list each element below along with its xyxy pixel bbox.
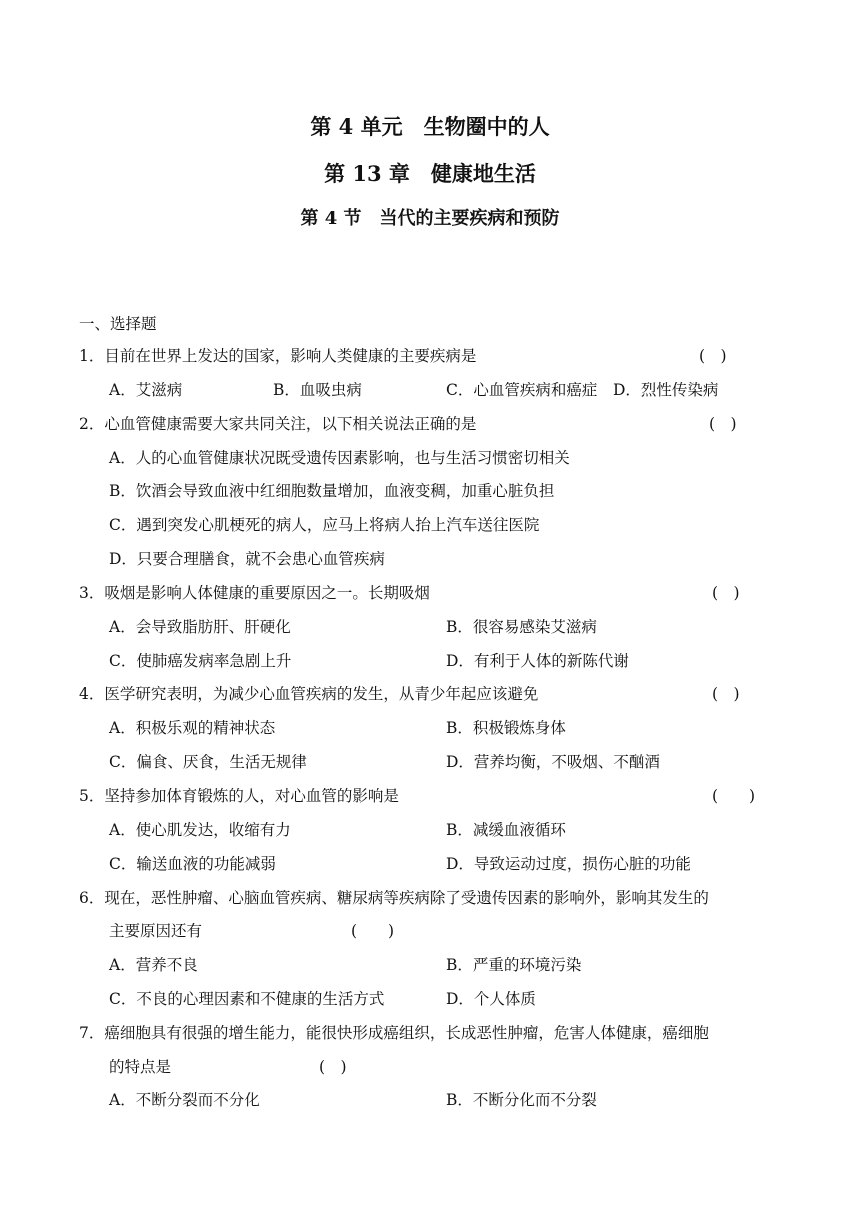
question-7-option-a: A．不断分裂而不分化 bbox=[109, 1091, 260, 1109]
question-5-option-d: D．导致运动过度，损伤心脏的功能 bbox=[446, 855, 691, 873]
question-3-option-a: A．会导致脂肪肝、肝硬化 bbox=[109, 618, 291, 636]
question-4-option-d: D．营养均衡，不吸烟、不酗酒 bbox=[446, 753, 660, 771]
question-3-option-d: D．有利于人体的新陈代谢 bbox=[446, 652, 629, 670]
question-3-answer-blank: ( ) bbox=[712, 584, 740, 602]
question-7-answer-blank: ( ) bbox=[319, 1058, 347, 1076]
question-1-option-d: D．烈性传染病 bbox=[613, 381, 719, 399]
question-5-option-a: A．使心肌发达，收缩有力 bbox=[109, 821, 291, 839]
question-2-option-c: C．遇到突发心肌梗死的病人，应马上将病人抬上汽车送往医院 bbox=[109, 516, 540, 534]
question-1-option-b: B．血吸虫病 bbox=[273, 381, 362, 399]
question-2-option-b: B．饮酒会导致血液中红细胞数量增加，血液变稠，加重心脏负担 bbox=[109, 482, 555, 500]
question-2-stem: 2．心血管健康需要大家共同关注，以下相关说法正确的是 bbox=[79, 415, 477, 433]
question-2-option-d: D．只要合理膳食，就不会患心血管疾病 bbox=[109, 550, 385, 568]
question-2-option-a: A．人的心血管健康状况既受遗传因素影响，也与生活习惯密切相关 bbox=[109, 449, 570, 467]
question-6-option-a: A．营养不良 bbox=[109, 956, 198, 974]
question-6-option-b: B．严重的环境污染 bbox=[446, 956, 582, 974]
question-3-stem: 3．吸烟是影响人体健康的重要原因之一。长期吸烟 bbox=[79, 584, 430, 602]
question-7-option-b: B．不断分化而不分裂 bbox=[446, 1091, 597, 1109]
question-4-option-c: C．偏食、厌食，生活无规律 bbox=[109, 753, 307, 771]
unit-title: 第 4 单元 生物圈中的人 bbox=[310, 114, 550, 139]
question-1-option-a: A．艾滋病 bbox=[109, 381, 183, 399]
question-4-answer-blank: ( ) bbox=[712, 685, 740, 703]
question-4-stem: 4．医学研究表明，为减少心血管疾病的发生，从青少年起应该避免 bbox=[79, 685, 539, 703]
question-7-stem: 7．癌细胞具有很强的增生能力，能很快形成癌组织，长成恶性肿瘤，危害人体健康，癌细胞 bbox=[79, 1024, 709, 1042]
question-6-stem: 6．现在，恶性肿瘤、心脑血管疾病、糖尿病等疾病除了受遗传因素的影响外，影响其发生的 bbox=[79, 889, 709, 907]
question-6-answer-blank: ( ) bbox=[351, 922, 395, 940]
question-3-option-b: B．很容易感染艾滋病 bbox=[446, 618, 597, 636]
question-5-stem: 5．坚持参加体育锻炼的人，对心血管的影响是 bbox=[79, 787, 399, 805]
question-7-stem-continued: 的特点是 bbox=[109, 1058, 172, 1076]
question-5-option-b: B．减缓血液循环 bbox=[446, 821, 566, 839]
question-1-stem: 1．目前在世界上发达的国家，影响人类健康的主要疾病是 bbox=[79, 347, 477, 365]
question-5-option-c: C．输送血液的功能减弱 bbox=[109, 855, 276, 873]
question-4-option-a: A．积极乐观的精神状态 bbox=[109, 719, 276, 737]
question-6-option-d: D．个人体质 bbox=[446, 990, 536, 1008]
question-1-answer-blank: ( ) bbox=[699, 347, 727, 365]
part-heading: 一、选择题 bbox=[79, 315, 157, 333]
question-4-option-b: B．积极锻炼身体 bbox=[446, 719, 566, 737]
question-3-option-c: C．使肺癌发病率急剧上升 bbox=[109, 652, 292, 670]
chapter-title: 第 13 章 健康地生活 bbox=[324, 161, 536, 186]
question-5-answer-blank: ( ) bbox=[712, 787, 756, 805]
question-6-stem-continued: 主要原因还有 bbox=[109, 922, 203, 940]
question-2-answer-blank: ( ) bbox=[709, 415, 737, 433]
question-6-option-c: C．不良的心理因素和不健康的生活方式 bbox=[109, 990, 385, 1008]
section-title: 第 4 节 当代的主要疾病和预防 bbox=[300, 208, 560, 229]
question-1-option-c: C．心血管疾病和癌症 bbox=[446, 381, 598, 399]
